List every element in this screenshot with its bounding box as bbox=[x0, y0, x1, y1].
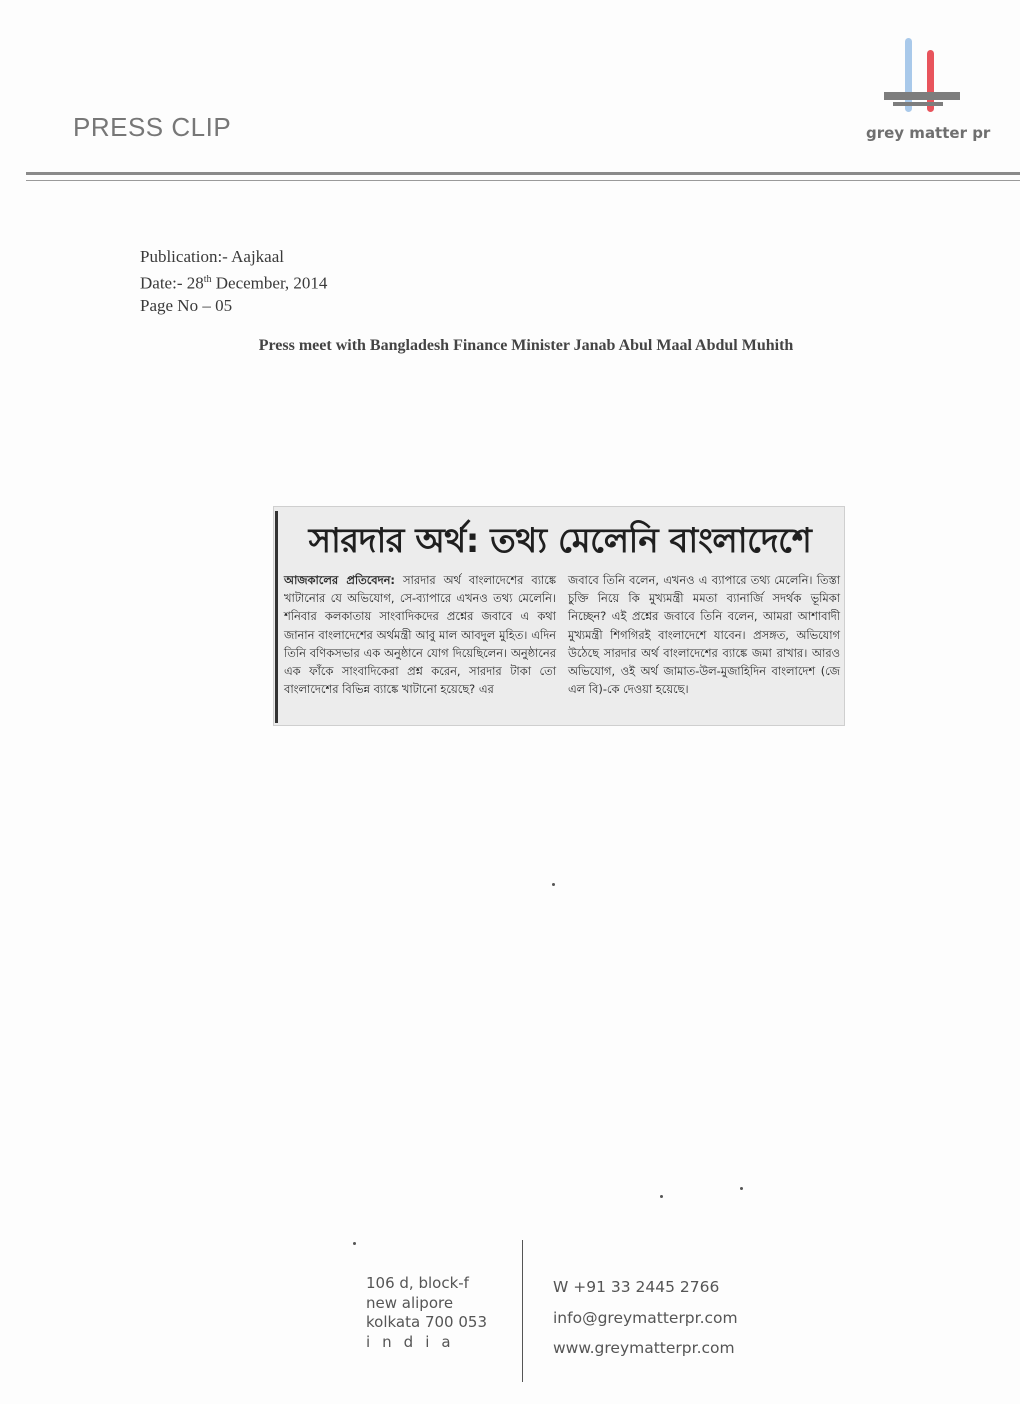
clip-caption: Press meet with Bangladesh Finance Minister Janab Abul Maal Abdul Muhith bbox=[258, 337, 794, 354]
website-link[interactable]: www.greymatterpr.com bbox=[553, 1339, 735, 1357]
header-rule-thin bbox=[26, 180, 1020, 181]
footer-contact bbox=[553, 1272, 738, 1364]
header-rule bbox=[26, 172, 1020, 175]
speck bbox=[740, 1187, 743, 1190]
clip-headline: সারদার অর্থ: তথ্য মেলেনি বাংলাদেশে bbox=[308, 521, 812, 561]
phone: W +91 33 2445 2766 bbox=[553, 1278, 720, 1296]
email-link[interactable]: info@greymatterpr.com bbox=[553, 1308, 738, 1327]
date-line: Date:- 28th December, 2014 bbox=[140, 273, 328, 293]
footer-address: 106 d, block-f new alipore kolkata 700 053 india bbox=[366, 1274, 487, 1351]
clip-column-left bbox=[284, 571, 556, 698]
speck bbox=[353, 1242, 356, 1245]
publication-line: Publication:- Aajkaal bbox=[140, 247, 284, 266]
press-clip-title: PRESS CLIP bbox=[73, 112, 232, 142]
logo-blue-stripe bbox=[905, 38, 912, 112]
logo-grey-bar-bottom bbox=[893, 102, 943, 106]
speck bbox=[552, 883, 555, 886]
footer-divider bbox=[522, 1240, 523, 1382]
clip-byline: আজকালের প্রতিবেদন: bbox=[284, 573, 395, 587]
page-line: Page No – 05 bbox=[140, 295, 233, 315]
newspaper-clipping bbox=[273, 506, 845, 726]
logo-grey-bar-top bbox=[884, 92, 960, 100]
clip-left-text: সারদার অর্থ বাংলাদেশের ব্যাঙ্কে খাটানোর যে অভিযোগ, সে-ব্যাপারে এখনও তথ্য মেলেনি। শনিবার কলকাতায় সাংবাদিকদের প্রশ্নের জবাবে এ কথা জানান বাংলাদেশের অর্থমন্ত্রী আবু মাল আবদুল মুহিত। এদিন তিনি বণিকসভার এক অনুষ্ঠানে যোগ দিয়েছিলেন। অনুষ্ঠানের এক ফাঁকে সাংবাদিকেরা প্রশ্ন করেন, সারদার টাকা তো বাংলাদেশের বিভিন্ন ব্যাঙ্কে খাটানো হয়েছে? এর bbox=[284, 573, 557, 697]
speck bbox=[660, 1195, 663, 1198]
brand-name: grey matter pr bbox=[866, 124, 991, 142]
clip-column-right: জবাবে তিনি বলেন, এখনও এ ব্যাপারে তথ্য মেলেনি। তিস্তা চুক্তি নিয়ে কি মুখ্যমন্ত্রী মমতা ব্যানার্জি সদর্থক ভূমিকা নিচ্ছেন? এই প্রশ্নের জবাবে তিনি বলেন, আমরা আশাবাদী মুখ্যমন্ত্রী শিগগিরই বাংলাদেশে যাবেন। প্রসঙ্গত, অভিযোগ উঠেছে সারদার অর্থ বাংলাদেশের ব্যাঙ্কে জমা রাখার। আরও অভিযোগ, ওই অর্থ জামাত-উল-মুজাহিদিন বাংলাদেশ (জে এল বি)-কে দেওয়া হয়েছে। bbox=[568, 573, 840, 697]
publication-meta bbox=[140, 246, 327, 317]
